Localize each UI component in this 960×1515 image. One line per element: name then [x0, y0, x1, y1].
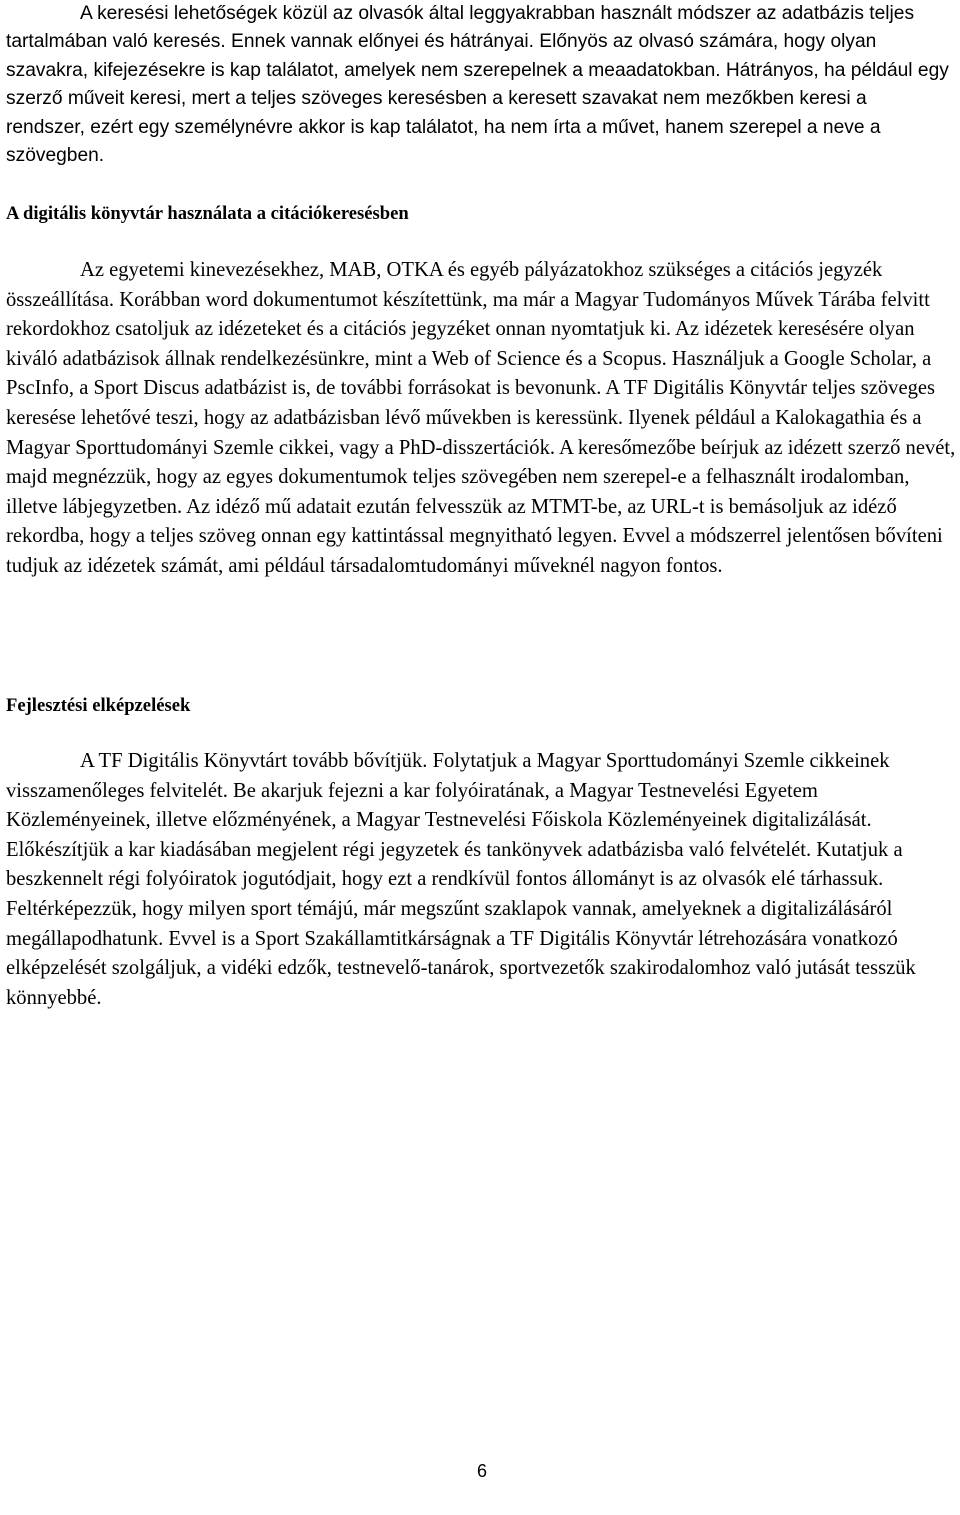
section-heading-development: Fejlesztési elképzelések: [6, 695, 191, 716]
citation-paragraph: Az egyetemi kinevezésekhez, MAB, OTKA és egyéb pályázatokhoz szükséges a citációs jegyzék összeállítása. Korábban word dokumentumot készítettünk, ma már a Magyar Tudományos Művek Tárába felvitt rekordokhoz csatoljuk az idézeteket és a citációs jegyzéket onnan nyomtatjuk ki. Az idézetek keresésére olyan kiváló adatbázisok állnak rendelkezésünkre, mint a Web of Science és a Scopus. Használjuk a Google Scholar, a PscInfo, a Sport Discus adatbázist is, de további forrásokat is bevonunk. A TF Digitális Könyvtár teljes szöveges keresése lehetővé teszi, hogy az adatbázisban lévő művekben is keressünk. Ilyenek például a Kalokagathia és a Magyar Sporttudományi Szemle cikkei, vagy a PhD-disszertációk. A keresőmezőbe beírjuk az idézett szerző nevét, majd megnézzük, hogy az egyes dokumentumok teljes szövegében nem szerepel-e a felhasznált irodalomban, illetve lábjegyzetben. Az idéző mű adatait ezután felvesszük az MTMT-be, az URL-t is bemásoljuk az idéző rekordba, hogy a teljes szöveg onnan egy kattintással megnyitható legyen. Evvel a módszerrel jelentősen bővíteni tudjuk az idézetek számát, ami például társadalomtudományi műveknél nagyon fontos.: [6, 259, 956, 577]
page-number: 6: [476, 1461, 487, 1481]
development-paragraph: A TF Digitális Könyvtárt tovább bővítjük. Folytatjuk a Magyar Sporttudományi Szemle cikkeinek visszamenőleges felvitelét. Be akarjuk fejezni a kar folyóiratának, a Magyar Testnevelési Egyetem Közleményeinek, illetve előzményének, a Magyar Testnevelési Főiskola Közleményeinek digitalizálását. Előkészítjük a kar kiadásában megjelent régi jegyzetek és tankönyvek adatbázisba való felvételét. Kutatjuk a beszkennelt régi folyóiratok jogutódjait, hogy ezt a rendkívül fontos állományt is az olvasók elé tárhassuk. Feltérképezzük, hogy milyen sport témájú, már megszűnt szaklapok vannak, amelyeknek a digitalizálásáról megállapodhatunk. Evvel is a Sport Szakállamtitkárságnak a TF Digitális Könyvtár létrehozására vonatkozó elképzelését szolgáljuk, a vidéki edzők, testnevelő-tanárok, sportvezetők szakirodalomhoz való jutását tesszük könnyebbé.: [6, 750, 916, 1009]
intro-paragraph: A keresési lehetőségek közül az olvasók által leggyakrabban használt módszer az adatbázis teljes tartalmában való keresés. Ennek vannak előnyei és hátrányai. Előnyös az olvasó számára, hogy olyan szavakra, kifejezésekre is kap találatot, amelyek nem szerepelnek a meaadatokban. Hátrányos, ha például egy szerző műveit keresi, mert a teljes szöveges keresésben a keresett szavakat nem mezőkben keresi a rendszer, ezért egy személynévre akkor is kap találatot, ha nem írta a művet, hanem szerepel a neve a szövegben.: [6, 3, 949, 167]
section-heading-citation: A digitális könyvtár használata a citációkeresésben: [6, 203, 409, 224]
